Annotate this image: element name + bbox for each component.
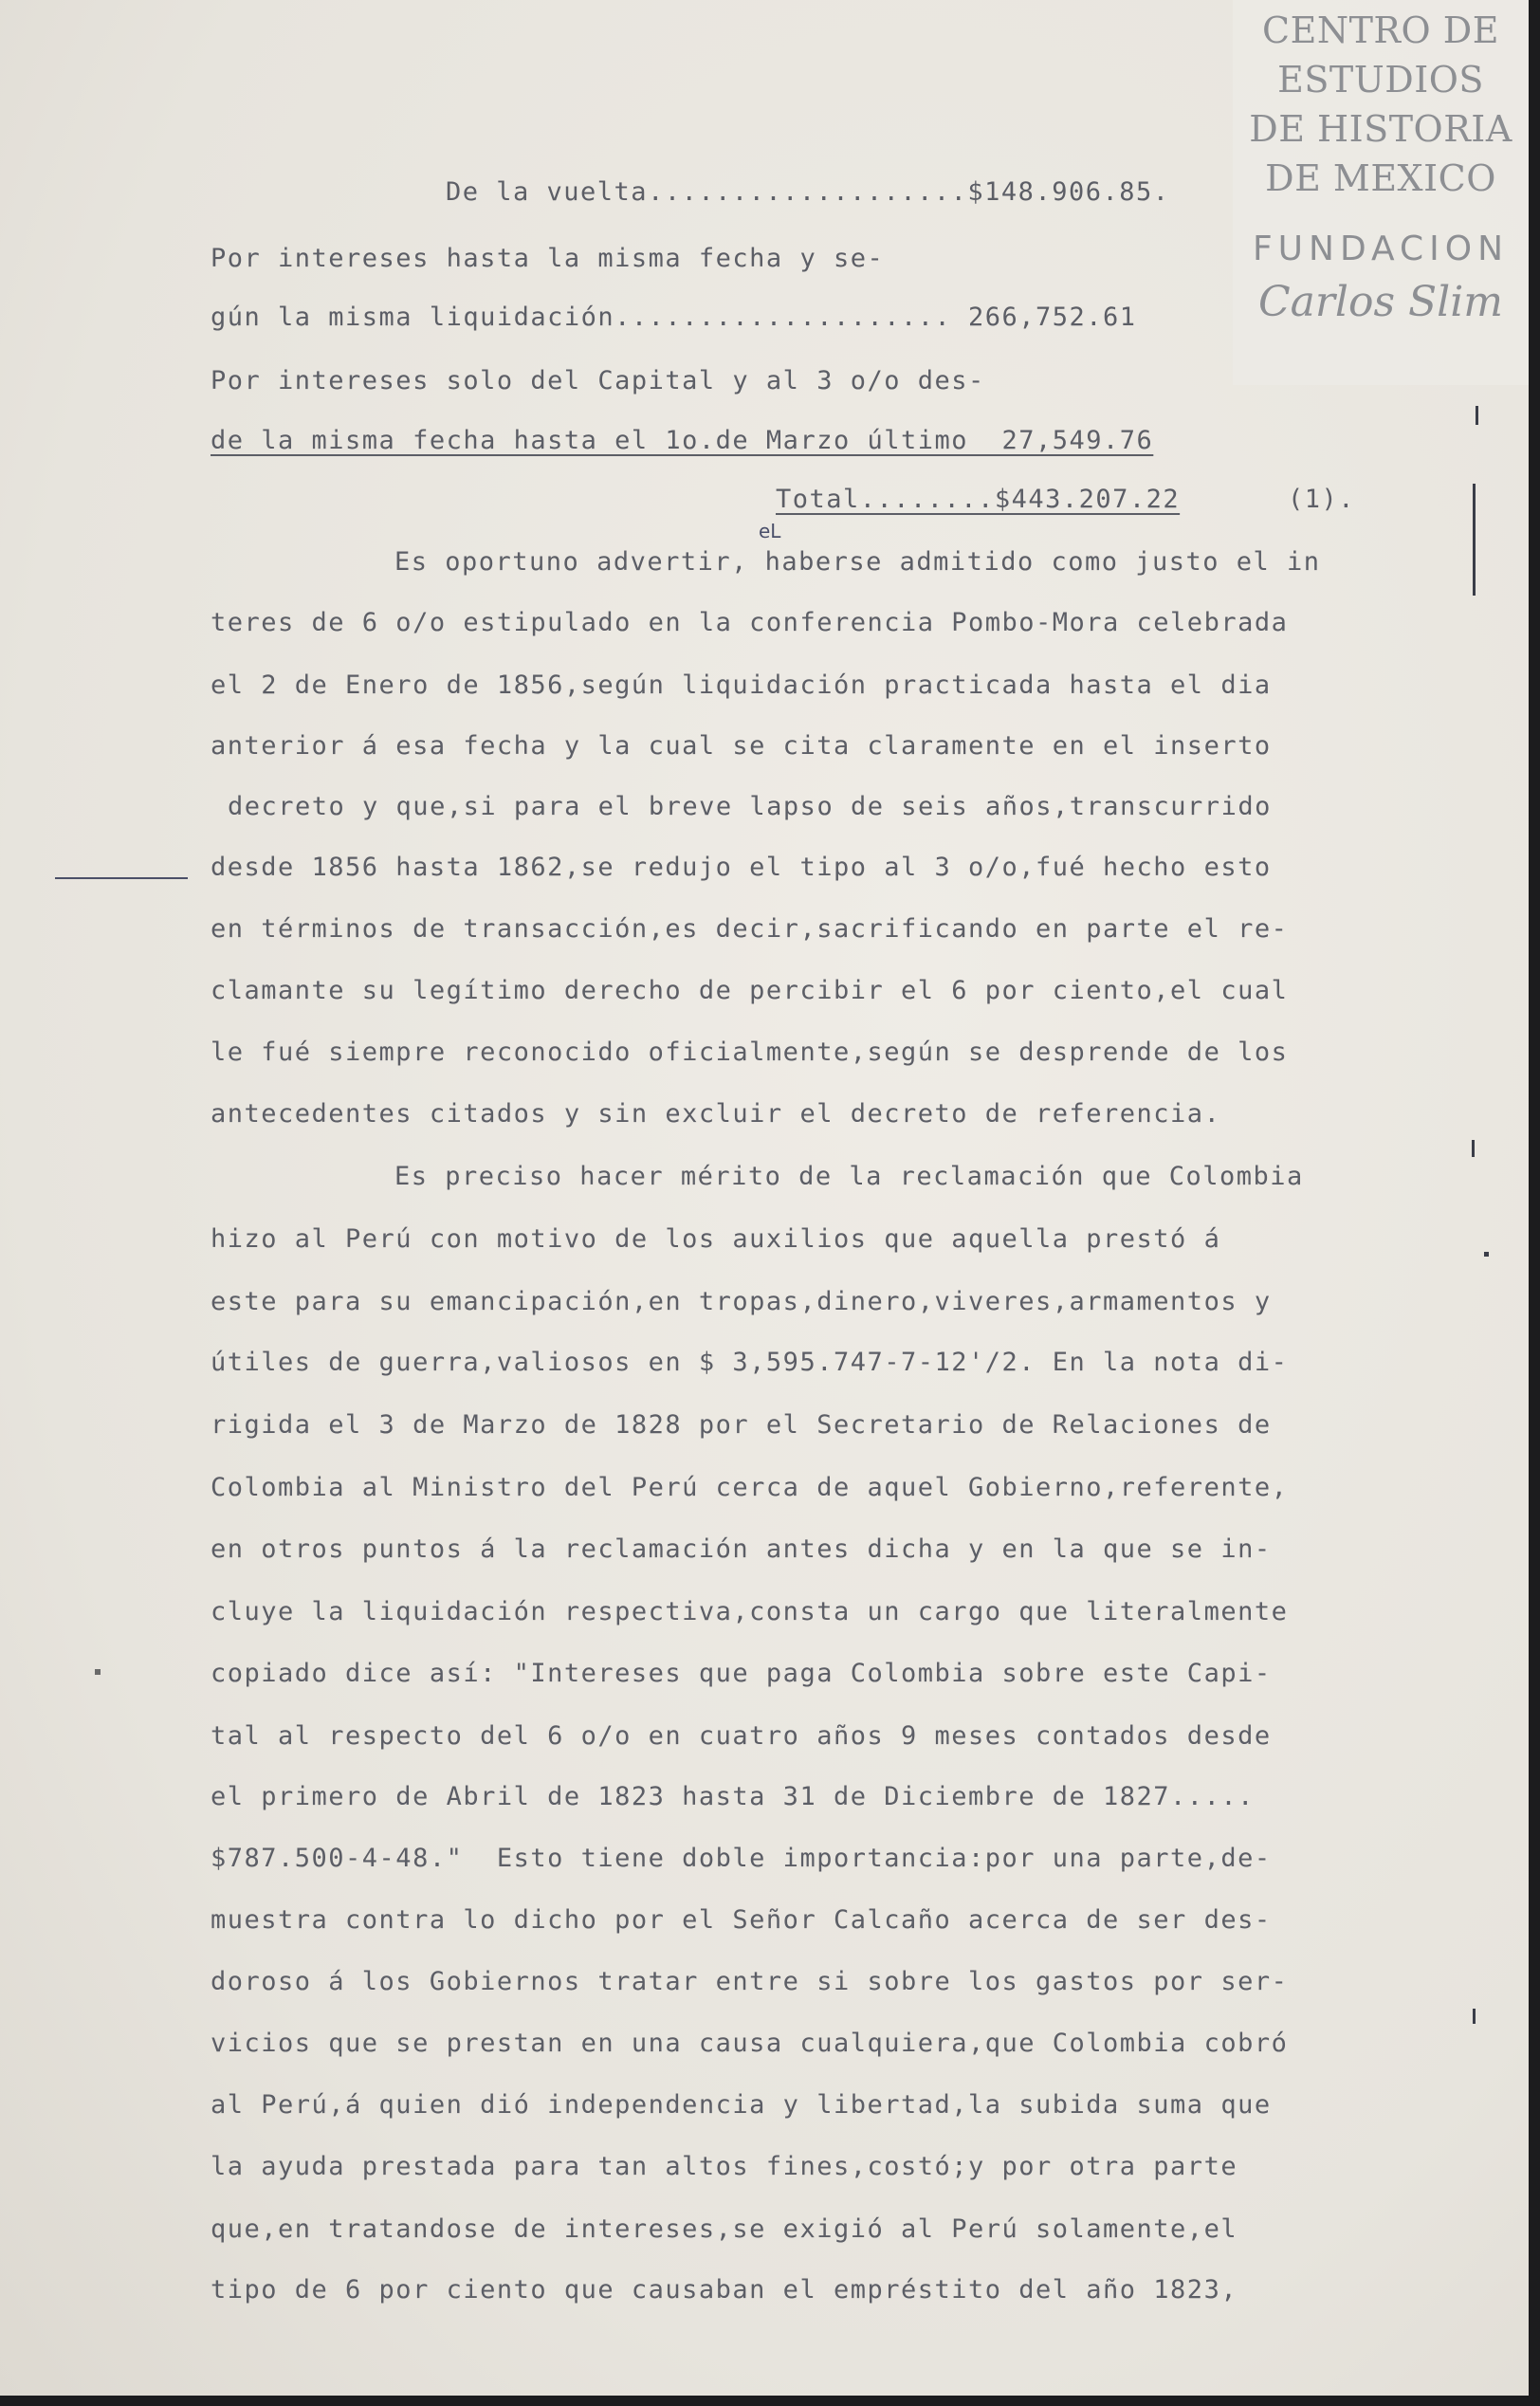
text-line: este para su emancipación,en tropas,dinero,viveres,armamentos y [211, 1287, 1272, 1316]
margin-tick-mark [1473, 2009, 1476, 2024]
margin-tick-mark [1473, 484, 1476, 596]
text-line: Por intereses hasta la misma fecha y se- [211, 244, 885, 273]
stamp-fundacion: FUNDACION [1252, 230, 1510, 268]
stamp-line-2: ESTUDIOS [1277, 59, 1484, 101]
stamp-line-3: DE HISTORIA [1249, 108, 1512, 150]
text-line: útiles de guerra,valiosos en $ 3,595.747-7-12'/2. En la nota di- [211, 1348, 1289, 1377]
text-line: doroso á los Gobiernos tratar entre si sobre los gastos por ser- [211, 1967, 1289, 1996]
stamp-line-1: CENTRO DE [1262, 9, 1499, 51]
text-line: teres de 6 o/o estipulado en la conferencia Pombo-Mora celebrada [211, 608, 1289, 637]
text-line: anterior á esa fecha y la cual se cita claramente en el inserto [211, 731, 1272, 761]
text-line: rigida el 3 de Marzo de 1828 por el Secretario de Relaciones de [211, 1410, 1272, 1440]
text-line: el primero de Abril de 1823 hasta 31 de Diciembre de 1827..... [211, 1782, 1255, 1811]
text-line: muestra contra lo dicho por el Señor Calcaño acerca de ser des- [211, 1905, 1272, 1935]
text-line: gún la misma liquidación.................... 266,752.61 [211, 303, 1137, 332]
text-line: Colombia al Ministro del Perú cerca de aquel Gobierno,referente, [211, 1473, 1289, 1502]
text-line: hizo al Perú con motivo de los auxilios que aquella prestó á [211, 1224, 1221, 1254]
text-line: $787.500-4-48." Esto tiene doble importancia:por una parte,de- [211, 1844, 1272, 1873]
text-line: vicios que se prestan en una causa cualquiera,que Colombia cobró [211, 2029, 1289, 2058]
text-line: desde 1856 hasta 1862,se redujo el tipo al 3 o/o,fué hecho esto [211, 853, 1272, 882]
archive-stamp [1233, 0, 1529, 385]
text-line: el 2 de Enero de 1856,según liquidación practicada hasta el dia [211, 670, 1272, 700]
margin-dash-mark [55, 877, 188, 879]
text-line: tal al respecto del 6 o/o en cuatro años 9 meses contados desde [211, 1721, 1272, 1751]
handwritten-insertion: eL [759, 520, 781, 542]
stamp-line-4: DE MEXICO [1265, 157, 1496, 199]
text-line: antecedentes citados y sin excluir el decreto de referencia. [211, 1099, 1221, 1129]
text-line: Es oportuno advertir, haberse admitido como justo el in [394, 547, 1321, 577]
margin-dot-mark [95, 1669, 101, 1675]
text-line: la ayuda prestada para tan altos fines,costó;y por otra parte [211, 2152, 1238, 2181]
text-line: le fué siempre reconocido oficialmente,según se desprende de los [211, 1038, 1289, 1067]
margin-tick-mark [1472, 1140, 1475, 1157]
text-line: que,en tratandose de intereses,se exigió al Perú solamente,el [211, 2214, 1238, 2244]
margin-tick-mark [1476, 406, 1478, 425]
total-line: Total........$443.207.22 [776, 485, 1181, 514]
total-note: (1). [1288, 485, 1356, 514]
margin-dot-mark [1484, 1252, 1489, 1257]
text-line: clamante su legítimo derecho de percibir el 6 por ciento,el cual [211, 976, 1289, 1005]
text-line: de la misma fecha hasta el 1o.de Marzo último 27,549.76 [211, 426, 1154, 455]
text-line: en términos de transacción,es decir,sacrificando en parte el re- [211, 914, 1289, 944]
text-line: copiado dice así: "Intereses que paga Colombia sobre este Capi- [211, 1659, 1272, 1688]
text-line: al Perú,á quien dió independencia y libertad,la subida suma que [211, 2090, 1272, 2120]
text-line: decreto y que,si para el breve lapso de seis años,transcurrido [228, 792, 1272, 821]
stamp-signature: Carlos Slim [1257, 278, 1504, 326]
text-line: en otros puntos á la reclamación antes dicha y en la que se in- [211, 1534, 1272, 1564]
text-line: Es preciso hacer mérito de la reclamación que Colombia [394, 1162, 1304, 1191]
text-line: cluye la liquidación respectiva,consta un cargo que literalmente [211, 1597, 1289, 1626]
text-line: Por intereses solo del Capital y al 3 o/o des- [211, 366, 985, 395]
text-line: De la vuelta...................$148.906.85. [446, 177, 1170, 207]
text-line: tipo de 6 por ciento que causaban el empréstito del año 1823, [211, 2275, 1238, 2305]
